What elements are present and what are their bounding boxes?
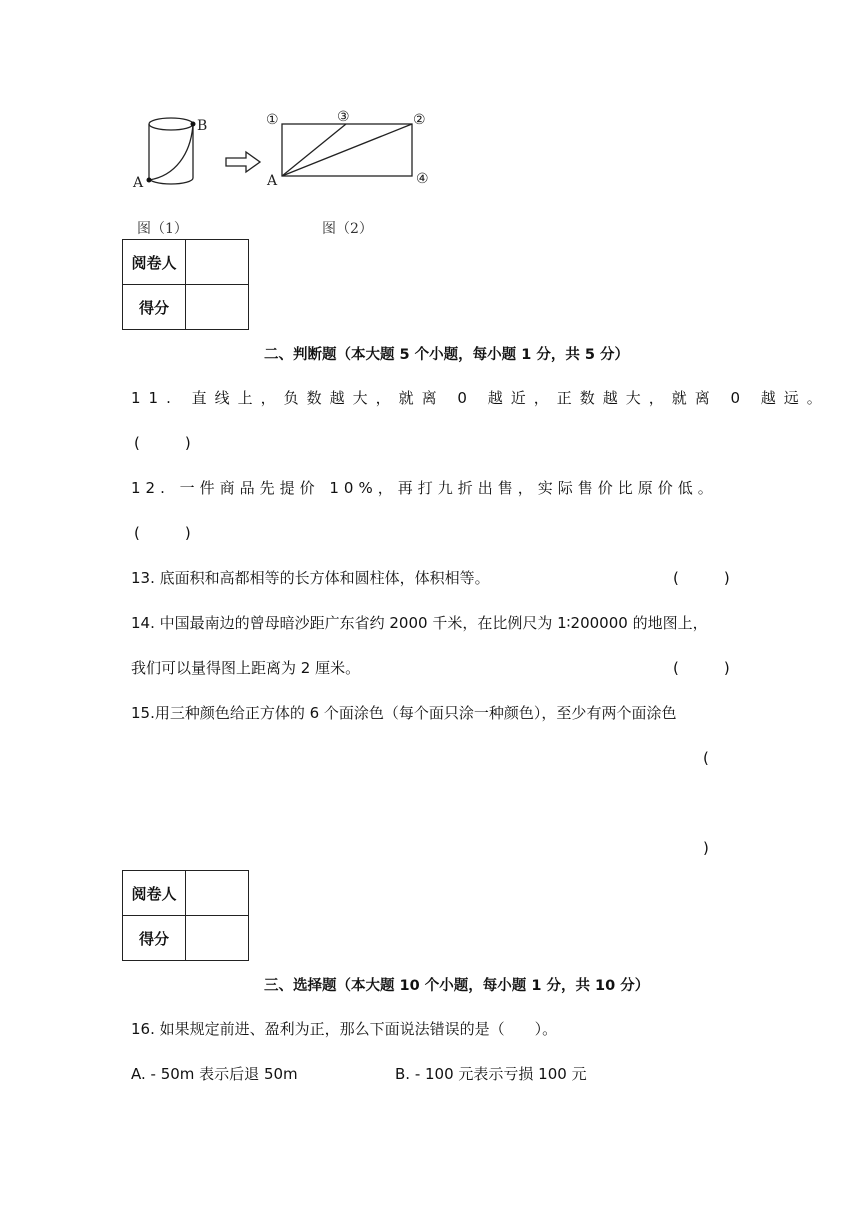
- question-15: 15.用三种颜色给正方体的 6 个面涂色（每个面只涂一种颜色），至少有两个面涂色: [131, 704, 677, 722]
- circle-2-label: ②: [413, 112, 426, 128]
- circle-3-label: ③: [337, 109, 350, 125]
- question-11-answer[interactable]: ( ): [134, 434, 191, 452]
- right-arrow-icon: [224, 150, 264, 174]
- question-14-line-2: 我们可以量得图上距离为 2 厘米。: [131, 659, 361, 677]
- question-15-paren-open[interactable]: (: [703, 749, 709, 767]
- point-a-label: A: [267, 173, 278, 189]
- question-16: 16. 如果规定前进、盈利为正，那么下面说法错误的是（ ）。: [131, 1020, 558, 1038]
- rectangle-figure: [262, 105, 442, 190]
- section-2-title: 二、判断题（本大题 5 个小题，每小题 1 分，共 5 分）: [264, 347, 630, 363]
- circle-1-label: ①: [266, 112, 279, 128]
- figure-2-caption: 图（2）: [322, 221, 373, 237]
- reviewer-cell[interactable]: [186, 871, 249, 916]
- figure-1-caption: 图（1）: [137, 221, 188, 237]
- diagonal-to-3: [282, 124, 346, 176]
- point-a-label: A: [133, 175, 144, 191]
- question-16-option-b[interactable]: B. - 100 元表示亏损 100 元: [395, 1065, 587, 1083]
- question-15-paren-close[interactable]: ): [703, 839, 709, 857]
- point-a-dot: [147, 178, 152, 183]
- question-12: 12. 一件商品先提价 10%，再打九折出售，实际售价比原价低。: [131, 479, 718, 497]
- question-13-answer[interactable]: ( ): [673, 569, 730, 587]
- question-12-answer[interactable]: ( ): [134, 524, 191, 542]
- reviewer-label: 阅卷人: [123, 871, 186, 916]
- question-11: 11. 直线上，负数越大，就离 0 越近，正数越大，就离 0 越远。: [131, 389, 830, 407]
- circle-4-label: ④: [416, 171, 429, 187]
- reviewer-label: 阅卷人: [123, 240, 186, 285]
- question-14-answer[interactable]: ( ): [673, 659, 730, 677]
- question-13: 13. 底面积和高都相等的长方体和圆柱体，体积相等。: [131, 569, 490, 587]
- cylinder-figure: [125, 110, 225, 195]
- question-14-line-1: 14. 中国最南边的曾母暗沙距广东省约 2000 千米，在比例尺为 1∶200000 的地图上，: [131, 614, 708, 632]
- score-table-1: [122, 239, 249, 330]
- diagonal-to-2: [282, 124, 412, 176]
- score-label: 得分: [123, 916, 186, 961]
- cylinder-top-ellipse: [149, 118, 193, 130]
- score-cell[interactable]: [186, 285, 249, 330]
- reviewer-cell[interactable]: [186, 240, 249, 285]
- question-16-option-a[interactable]: A. - 50m 表示后退 50m: [131, 1065, 298, 1083]
- score-cell[interactable]: [186, 916, 249, 961]
- point-b-label: B: [197, 118, 208, 134]
- score-table-2: [122, 870, 249, 961]
- cylinder-spiral-path: [149, 124, 193, 180]
- section-3-title: 三、选择题（本大题 10 个小题，每小题 1 分，共 10 分）: [264, 978, 650, 994]
- point-b-dot: [191, 122, 196, 127]
- score-label: 得分: [123, 285, 186, 330]
